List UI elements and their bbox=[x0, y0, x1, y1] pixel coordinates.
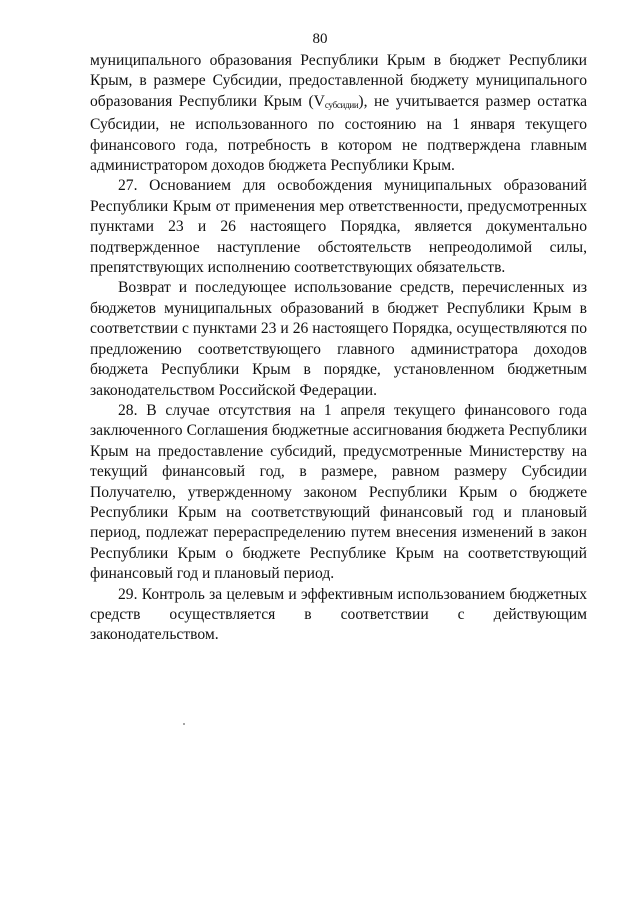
paragraph-text-part: ), не учитывается размер остатка Субсидии, не использованного по состоянию на 1 января текущего финансового года, потребность в котором не подтверждена главным администратором доходов бюджета Республики Крым. bbox=[90, 92, 587, 175]
paragraph-continuation bbox=[90, 51, 587, 176]
paragraph-text-part: муниципального образования Республики Крым в бюджет Республики Крым, в размере Субсидии, предоставленной бюджету муниципального образования Республики Крым (V bbox=[90, 52, 587, 110]
document-body bbox=[90, 51, 587, 646]
paragraph-29: 29. Контроль за целевым и эффективным использованием бюджетных средств осуществляется в соответствии с действующим законодательством. bbox=[90, 585, 587, 644]
paragraph-refund: Возврат и последующее использование средств, перечисленных из бюджетов муниципальных образований в бюджет Республики Крым в соответствии с пунктами 23 и 26 настоящего Порядка, осуществляются по предложению соответствующего главного администратора доходов бюджета Республики Крым в порядке, установленном бюджетным законодательством Российской Федерации. bbox=[90, 279, 587, 399]
subscript-label: субсидии bbox=[324, 99, 359, 110]
paragraph-28: 28. В случае отсутствия на 1 апреля текущего финансового года заключенного Соглашения бюджетные ассигнования бюджета Республики Крым на предоставление субсидий, предусмотренные Министерству на текущий финансовый год, в размере, равном размеру Субсидии Получателю, утвержденному законом Республики Крым о бюджете Республики Крым на соответствующий финансовый год и плановый период, подлежат перераспределению путем внесения изменений в закон Республики Крым о бюджете Республике Крым на соответствующий финансовый год и плановый период. bbox=[90, 401, 587, 583]
page-number: 80 bbox=[312, 31, 328, 47]
paragraph-27: 27. Основанием для освобождения муниципальных образований Республики Крым от применения мер ответственности, предусмотренных пунктами 23 и 26 настоящего Порядка, является документально подтвержденное наступление обстоятельств непреодолимой силы, препятствующих исполнению соответствующих обязательств. bbox=[90, 177, 587, 277]
scan-speck bbox=[183, 723, 185, 725]
